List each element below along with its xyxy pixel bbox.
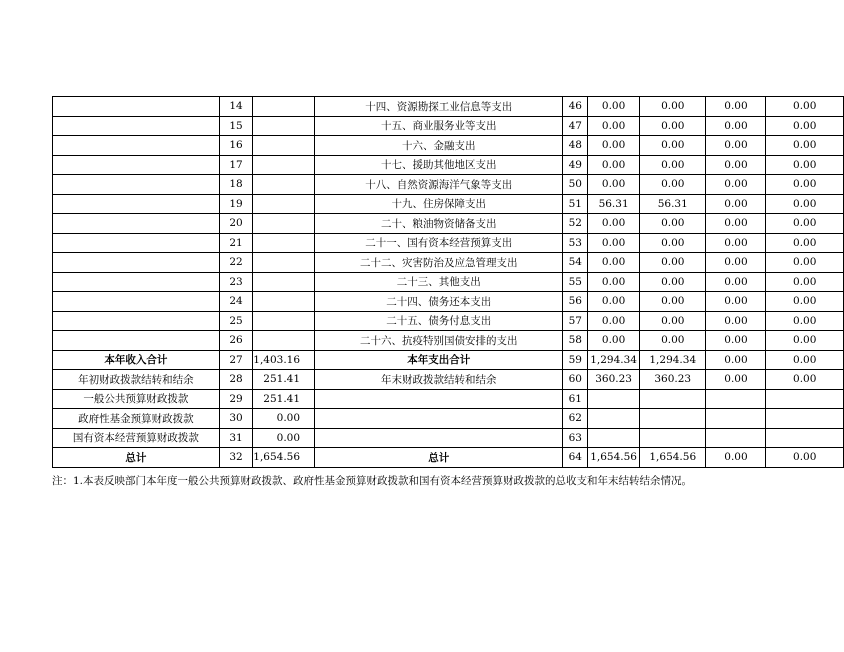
general-budget-cell: 0.00 bbox=[640, 292, 706, 312]
table-row bbox=[53, 272, 844, 292]
expense-line-number-cell: 57 bbox=[563, 311, 588, 331]
table-row bbox=[53, 155, 844, 175]
income-amount-cell: 251.41 bbox=[253, 370, 315, 390]
income-amount-cell bbox=[253, 97, 315, 117]
income-amount-cell bbox=[253, 214, 315, 234]
expense-item-cell: 十五、商业服务业等支出 bbox=[315, 116, 563, 136]
general-budget-cell: 0.00 bbox=[640, 175, 706, 195]
income-item-cell: 一般公共预算财政拨款 bbox=[53, 389, 220, 409]
income-item-cell bbox=[53, 311, 220, 331]
expense-total-cell: 0.00 bbox=[588, 253, 640, 273]
expense-total-cell: 0.00 bbox=[588, 272, 640, 292]
general-budget-cell: 0.00 bbox=[640, 272, 706, 292]
income-amount-cell bbox=[253, 253, 315, 273]
income-line-number-cell: 23 bbox=[219, 272, 252, 292]
table-row bbox=[53, 253, 844, 273]
income-line-number-cell: 18 bbox=[219, 175, 252, 195]
expense-line-number-cell: 50 bbox=[563, 175, 588, 195]
expense-line-number-cell: 48 bbox=[563, 136, 588, 156]
income-line-number-cell: 31 bbox=[219, 428, 252, 448]
table-row bbox=[53, 116, 844, 136]
state-capital-budget-cell: 0.00 bbox=[766, 175, 844, 195]
expense-total-cell: 56.31 bbox=[588, 194, 640, 214]
table-row bbox=[53, 214, 844, 234]
expense-total-cell: 0.00 bbox=[588, 155, 640, 175]
fund-budget-cell: 0.00 bbox=[706, 292, 766, 312]
income-item-cell bbox=[53, 175, 220, 195]
state-capital-budget-cell bbox=[766, 428, 844, 448]
expense-total-cell: 1,294.34 bbox=[588, 350, 640, 370]
general-budget-cell: 56.31 bbox=[640, 194, 706, 214]
income-line-number-cell: 16 bbox=[219, 136, 252, 156]
general-budget-cell: 0.00 bbox=[640, 155, 706, 175]
expense-total-cell: 0.00 bbox=[588, 311, 640, 331]
table-row bbox=[53, 409, 844, 429]
expense-total-cell bbox=[588, 409, 640, 429]
general-budget-cell: 1,294.34 bbox=[640, 350, 706, 370]
income-amount-cell bbox=[253, 194, 315, 214]
expense-item-cell: 十八、自然资源海洋气象等支出 bbox=[315, 175, 563, 195]
income-amount-cell bbox=[253, 311, 315, 331]
income-line-number-cell: 29 bbox=[219, 389, 252, 409]
income-amount-cell bbox=[253, 233, 315, 253]
income-item-cell: 政府性基金预算财政拨款 bbox=[53, 409, 220, 429]
expense-line-number-cell: 55 bbox=[563, 272, 588, 292]
fund-budget-cell: 0.00 bbox=[706, 136, 766, 156]
income-line-number-cell: 30 bbox=[219, 409, 252, 429]
general-budget-cell bbox=[640, 428, 706, 448]
general-budget-cell: 0.00 bbox=[640, 233, 706, 253]
income-line-number-cell: 27 bbox=[219, 350, 252, 370]
expense-total-cell: 0.00 bbox=[588, 331, 640, 351]
state-capital-budget-cell: 0.00 bbox=[766, 155, 844, 175]
state-capital-budget-cell: 0.00 bbox=[766, 136, 844, 156]
fund-budget-cell bbox=[706, 409, 766, 429]
expense-item-cell: 二十二、灾害防治及应急管理支出 bbox=[315, 253, 563, 273]
income-line-number-cell: 22 bbox=[219, 253, 252, 273]
budget-table bbox=[52, 96, 844, 468]
expense-line-number-cell: 60 bbox=[563, 370, 588, 390]
expense-line-number-cell: 52 bbox=[563, 214, 588, 234]
expense-item-cell: 本年支出合计 bbox=[315, 350, 563, 370]
expense-total-cell: 0.00 bbox=[588, 175, 640, 195]
fund-budget-cell bbox=[706, 428, 766, 448]
expense-item-cell: 十七、援助其他地区支出 bbox=[315, 155, 563, 175]
state-capital-budget-cell: 0.00 bbox=[766, 331, 844, 351]
general-budget-cell: 0.00 bbox=[640, 136, 706, 156]
state-capital-budget-cell: 0.00 bbox=[766, 116, 844, 136]
state-capital-budget-cell: 0.00 bbox=[766, 253, 844, 273]
expense-item-cell: 十九、住房保障支出 bbox=[315, 194, 563, 214]
expense-total-cell: 0.00 bbox=[588, 292, 640, 312]
income-item-cell bbox=[53, 331, 220, 351]
income-item-cell bbox=[53, 155, 220, 175]
general-budget-cell bbox=[640, 389, 706, 409]
expense-item-cell: 二十五、债务付息支出 bbox=[315, 311, 563, 331]
income-item-cell bbox=[53, 272, 220, 292]
income-amount-cell bbox=[253, 272, 315, 292]
income-amount-cell bbox=[253, 292, 315, 312]
income-item-cell: 总计 bbox=[53, 448, 220, 468]
table-row bbox=[53, 292, 844, 312]
state-capital-budget-cell: 0.00 bbox=[766, 370, 844, 390]
income-item-cell bbox=[53, 214, 220, 234]
table-row bbox=[53, 194, 844, 214]
income-line-number-cell: 25 bbox=[219, 311, 252, 331]
income-item-cell: 本年收入合计 bbox=[53, 350, 220, 370]
state-capital-budget-cell bbox=[766, 409, 844, 429]
income-item-cell bbox=[53, 116, 220, 136]
table-row bbox=[53, 389, 844, 409]
state-capital-budget-cell: 0.00 bbox=[766, 292, 844, 312]
income-amount-cell bbox=[253, 136, 315, 156]
income-line-number-cell: 20 bbox=[219, 214, 252, 234]
fund-budget-cell: 0.00 bbox=[706, 194, 766, 214]
fund-budget-cell: 0.00 bbox=[706, 448, 766, 468]
table-body bbox=[53, 97, 844, 468]
income-item-cell bbox=[53, 194, 220, 214]
income-amount-cell: 0.00 bbox=[253, 409, 315, 429]
expense-line-number-cell: 59 bbox=[563, 350, 588, 370]
income-amount-cell: 251.41 bbox=[253, 389, 315, 409]
expense-total-cell: 0.00 bbox=[588, 214, 640, 234]
state-capital-budget-cell: 0.00 bbox=[766, 194, 844, 214]
income-amount-cell bbox=[253, 331, 315, 351]
expense-total-cell: 0.00 bbox=[588, 97, 640, 117]
general-budget-cell: 0.00 bbox=[640, 253, 706, 273]
fund-budget-cell: 0.00 bbox=[706, 253, 766, 273]
state-capital-budget-cell: 0.00 bbox=[766, 272, 844, 292]
fund-budget-cell: 0.00 bbox=[706, 116, 766, 136]
expense-item-cell: 年末财政拨款结转和结余 bbox=[315, 370, 563, 390]
income-line-number-cell: 14 bbox=[219, 97, 252, 117]
income-line-number-cell: 24 bbox=[219, 292, 252, 312]
expense-total-cell: 0.00 bbox=[588, 136, 640, 156]
income-item-cell bbox=[53, 136, 220, 156]
table-row bbox=[53, 175, 844, 195]
fund-budget-cell: 0.00 bbox=[706, 155, 766, 175]
fund-budget-cell: 0.00 bbox=[706, 311, 766, 331]
income-line-number-cell: 15 bbox=[219, 116, 252, 136]
table-row bbox=[53, 370, 844, 390]
expense-item-cell bbox=[315, 389, 563, 409]
expense-item-cell: 二十六、抗疫特别国债安排的支出 bbox=[315, 331, 563, 351]
income-line-number-cell: 17 bbox=[219, 155, 252, 175]
general-budget-cell: 0.00 bbox=[640, 311, 706, 331]
income-line-number-cell: 19 bbox=[219, 194, 252, 214]
general-budget-cell: 360.23 bbox=[640, 370, 706, 390]
expense-line-number-cell: 46 bbox=[563, 97, 588, 117]
table-row bbox=[53, 233, 844, 253]
income-line-number-cell: 21 bbox=[219, 233, 252, 253]
general-budget-cell: 1,654.56 bbox=[640, 448, 706, 468]
state-capital-budget-cell: 0.00 bbox=[766, 97, 844, 117]
expense-line-number-cell: 61 bbox=[563, 389, 588, 409]
expense-total-cell bbox=[588, 389, 640, 409]
state-capital-budget-cell bbox=[766, 389, 844, 409]
expense-item-cell: 二十、粮油物资储备支出 bbox=[315, 214, 563, 234]
fund-budget-cell: 0.00 bbox=[706, 214, 766, 234]
expense-item-cell: 二十三、其他支出 bbox=[315, 272, 563, 292]
expense-line-number-cell: 56 bbox=[563, 292, 588, 312]
fund-budget-cell: 0.00 bbox=[706, 331, 766, 351]
income-item-cell: 年初财政拨款结转和结余 bbox=[53, 370, 220, 390]
expense-item-cell: 十六、金融支出 bbox=[315, 136, 563, 156]
expense-line-number-cell: 54 bbox=[563, 253, 588, 273]
table-row bbox=[53, 448, 844, 468]
fund-budget-cell: 0.00 bbox=[706, 175, 766, 195]
expense-total-cell: 0.00 bbox=[588, 116, 640, 136]
expense-line-number-cell: 51 bbox=[563, 194, 588, 214]
expense-item-cell bbox=[315, 428, 563, 448]
state-capital-budget-cell: 0.00 bbox=[766, 448, 844, 468]
income-amount-cell bbox=[253, 155, 315, 175]
income-line-number-cell: 26 bbox=[219, 331, 252, 351]
expense-line-number-cell: 64 bbox=[563, 448, 588, 468]
income-line-number-cell: 28 bbox=[219, 370, 252, 390]
expense-line-number-cell: 49 bbox=[563, 155, 588, 175]
income-amount-cell: 0.00 bbox=[253, 428, 315, 448]
table-row bbox=[53, 428, 844, 448]
expense-line-number-cell: 62 bbox=[563, 409, 588, 429]
general-budget-cell: 0.00 bbox=[640, 331, 706, 351]
state-capital-budget-cell: 0.00 bbox=[766, 214, 844, 234]
expense-item-cell: 十四、资源勘探工业信息等支出 bbox=[315, 97, 563, 117]
state-capital-budget-cell: 0.00 bbox=[766, 233, 844, 253]
expense-item-cell: 二十四、债务还本支出 bbox=[315, 292, 563, 312]
expense-line-number-cell: 63 bbox=[563, 428, 588, 448]
table-row bbox=[53, 311, 844, 331]
state-capital-budget-cell: 0.00 bbox=[766, 311, 844, 331]
income-amount-cell: 1,403.16 bbox=[253, 350, 315, 370]
expense-total-cell bbox=[588, 428, 640, 448]
income-item-cell bbox=[53, 292, 220, 312]
expense-item-cell bbox=[315, 409, 563, 429]
table-row bbox=[53, 331, 844, 351]
fund-budget-cell: 0.00 bbox=[706, 97, 766, 117]
expense-total-cell: 0.00 bbox=[588, 233, 640, 253]
expense-item-cell: 总计 bbox=[315, 448, 563, 468]
fund-budget-cell: 0.00 bbox=[706, 272, 766, 292]
general-budget-cell: 0.00 bbox=[640, 97, 706, 117]
state-capital-budget-cell: 0.00 bbox=[766, 350, 844, 370]
table-row bbox=[53, 350, 844, 370]
income-item-cell bbox=[53, 233, 220, 253]
fund-budget-cell: 0.00 bbox=[706, 370, 766, 390]
fund-budget-cell: 0.00 bbox=[706, 350, 766, 370]
table-row bbox=[53, 97, 844, 117]
fund-budget-cell: 0.00 bbox=[706, 233, 766, 253]
table-row bbox=[53, 136, 844, 156]
table-note: 注：1.本表反映部门本年度一般公共预算财政拨款、政府性基金预算财政拨款和国有资本经营预算财政拨款的总收支和年末结转结余情况。 bbox=[52, 475, 693, 487]
income-amount-cell: 1,654.56 bbox=[253, 448, 315, 468]
general-budget-cell: 0.00 bbox=[640, 116, 706, 136]
expense-line-number-cell: 53 bbox=[563, 233, 588, 253]
expense-line-number-cell: 58 bbox=[563, 331, 588, 351]
expense-item-cell: 二十一、国有资本经营预算支出 bbox=[315, 233, 563, 253]
fund-budget-cell bbox=[706, 389, 766, 409]
general-budget-cell: 0.00 bbox=[640, 214, 706, 234]
expense-total-cell: 1,654.56 bbox=[588, 448, 640, 468]
income-item-cell bbox=[53, 253, 220, 273]
expense-line-number-cell: 47 bbox=[563, 116, 588, 136]
income-amount-cell bbox=[253, 116, 315, 136]
general-budget-cell bbox=[640, 409, 706, 429]
income-item-cell: 国有资本经营预算财政拨款 bbox=[53, 428, 220, 448]
expense-total-cell: 360.23 bbox=[588, 370, 640, 390]
income-item-cell bbox=[53, 97, 220, 117]
income-amount-cell bbox=[253, 175, 315, 195]
income-line-number-cell: 32 bbox=[219, 448, 252, 468]
